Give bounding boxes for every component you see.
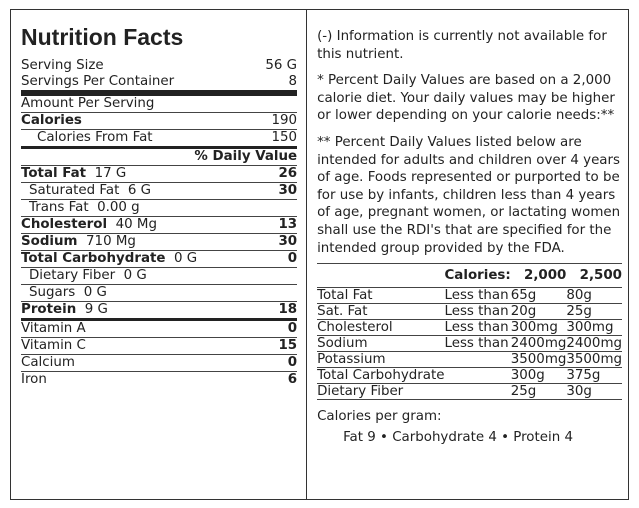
table-row [317,352,622,368]
nutrient-amount: 0.00 g [97,200,140,215]
nutrition-facts-title: Nutrition Facts [21,24,184,50]
nutrient-row [21,285,297,302]
calories-per-gram [317,408,622,446]
nutrient-amount: 710 Mg [86,234,136,249]
servings-per-container-value: 8 [288,74,298,89]
dv-nutrient-name: Dietary Fiber [317,384,444,400]
dv-2500-value: 300mg [566,320,622,336]
dv-2000-value: 300mg [511,320,567,336]
header-2500: 2,500 [566,264,622,288]
vitamin-name: Vitamin A [21,321,86,336]
vitamin-row [21,372,297,388]
dv-nutrient-name: Potassium [317,352,444,368]
nutrient-row [21,251,297,268]
header-2000: 2,000 [511,264,567,288]
nutrient-name: Cholesterol [21,217,108,232]
nutrient-name: Trans Fat [29,200,89,215]
table-row [317,304,622,320]
percent-dv-note: * Percent Daily Values are based on a 2,000 calorie diet. Your daily values may be higher or lower depending on your calorie needs:** [317,73,615,124]
intended-audience-note: ** Percent Daily Values listed below are intended for adults and children over 4 years of age. Foods represented or purported to be for use by infants, children less than 4 years of age, pregnant women, or lactating women shall use the RDI's that are specified for the intended group provided by the FDA. [317,134,621,256]
nutrient-amount: 6 G [127,183,151,198]
dv-qualifier [444,384,510,400]
dv-2000-value: 20g [511,304,567,320]
nutrient-name: Saturated Fat [29,183,120,198]
dv-2500-value: 375g [566,368,622,384]
vitamin-name: Vitamin C [21,338,86,353]
nutrient-amount: 0 G [123,268,147,283]
nutrient-row [21,183,297,200]
nutrition-facts-panel [10,9,629,500]
nutrient-amount: 0 G [83,285,107,300]
vitamin-row [21,321,297,338]
nutrient-dv: 18 [278,302,298,317]
calories-from-fat-value: 150 [271,130,298,145]
vitamin-name: Calcium [21,355,75,370]
nutrient-amount: 17 G [94,166,127,181]
calories-row [21,113,297,130]
vitamin-row [21,355,297,372]
nutrition-facts-label [11,10,307,499]
nutrient-amount: 0 G [173,251,198,266]
calories-value: 190 [271,113,298,128]
dv-qualifier [444,352,510,368]
servings-per-container-row [21,74,297,96]
table-row [317,336,622,352]
nutrient-row [21,217,297,234]
dv-nutrient-name: Sat. Fat [317,304,444,320]
table-row [317,320,622,336]
dv-2500-value: 25g [566,304,622,320]
info-unavailable-note: (-) Information is currently not available for this nutrient. [317,29,607,62]
vitamin-name: Iron [21,372,47,387]
nutrient-name: Sugars [29,285,76,300]
daily-values-header-row [317,264,622,288]
vitamin-row [21,338,297,355]
dv-2000-value: 3500mg [510,352,567,368]
dv-nutrient-name: Cholesterol [317,320,444,336]
calories-label: Calories [21,113,82,128]
daily-value-header: % Daily Value [194,149,298,164]
nutrient-row [21,200,297,217]
nutrient-row [21,302,297,321]
dv-qualifier: Less than [444,288,510,304]
nutrient-name: Protein [21,302,77,317]
serving-size-value: 56 G [265,58,298,73]
serving-size-label: Serving Size [21,58,104,73]
vitamin-dv: 6 [287,372,298,387]
table-row [317,368,622,384]
dv-qualifier [444,368,510,384]
dv-qualifier: Less than [444,320,510,336]
nutrient-name: Dietary Fiber [29,268,116,283]
table-row [317,288,622,304]
dv-2500-value: 80g [566,288,622,304]
calories-from-fat-row [21,130,297,149]
dv-nutrient-name: Total Carbohydrate [317,368,445,384]
calories-from-fat-label: Calories From Fat [37,130,153,145]
dv-2000-value: 300g [511,368,567,384]
servings-per-container-label: Servings Per Container [21,74,175,89]
calories-header-label: Calories: [444,264,510,288]
dv-qualifier: Less than [444,336,510,352]
nutrient-dv: 0 [287,251,298,266]
dv-nutrient-name: Total Fat [317,288,444,304]
dv-2000-value: 65g [511,288,567,304]
dv-2000-value: 2400mg [510,336,567,352]
table-row [317,384,622,400]
daily-values-table [317,264,622,400]
amount-per-serving-row [21,96,297,113]
calories-per-gram-label: Calories per gram: [317,409,442,425]
serving-size-row [21,58,297,74]
nutrient-name: Total Fat [21,166,87,181]
nutrient-name: Sodium [21,234,78,249]
dv-2500-value: 30g [566,384,622,400]
dv-2000-value: 25g [511,384,567,400]
footnotes-panel [307,10,628,499]
daily-value-header-row [21,149,297,166]
nutrient-name: Total Carbohydrate [21,251,166,266]
vitamin-dv: 0 [287,355,298,370]
nutrient-row [21,166,297,183]
dv-qualifier: Less than [444,304,510,320]
dv-2500-value: 3500mg [566,352,622,368]
nutrient-amount: 40 Mg [115,217,157,232]
nutrient-dv: 13 [278,217,298,232]
nutrient-row [21,268,297,285]
nutrient-amount: 9 G [84,302,108,317]
nutrient-row [21,234,297,251]
calories-per-gram-values: Fat 9 • Carbohydrate 4 • Protein 4 [343,429,573,445]
nutrient-dv: 30 [278,234,298,249]
dv-2500-value: 2400mg [566,336,622,352]
nutrient-dv: 26 [278,166,298,181]
nutrient-dv: 30 [278,183,298,198]
vitamin-dv: 15 [278,338,298,353]
amount-per-serving-label: Amount Per Serving [21,96,155,111]
dv-nutrient-name: Sodium [317,336,444,352]
vitamin-dv: 0 [287,321,298,336]
